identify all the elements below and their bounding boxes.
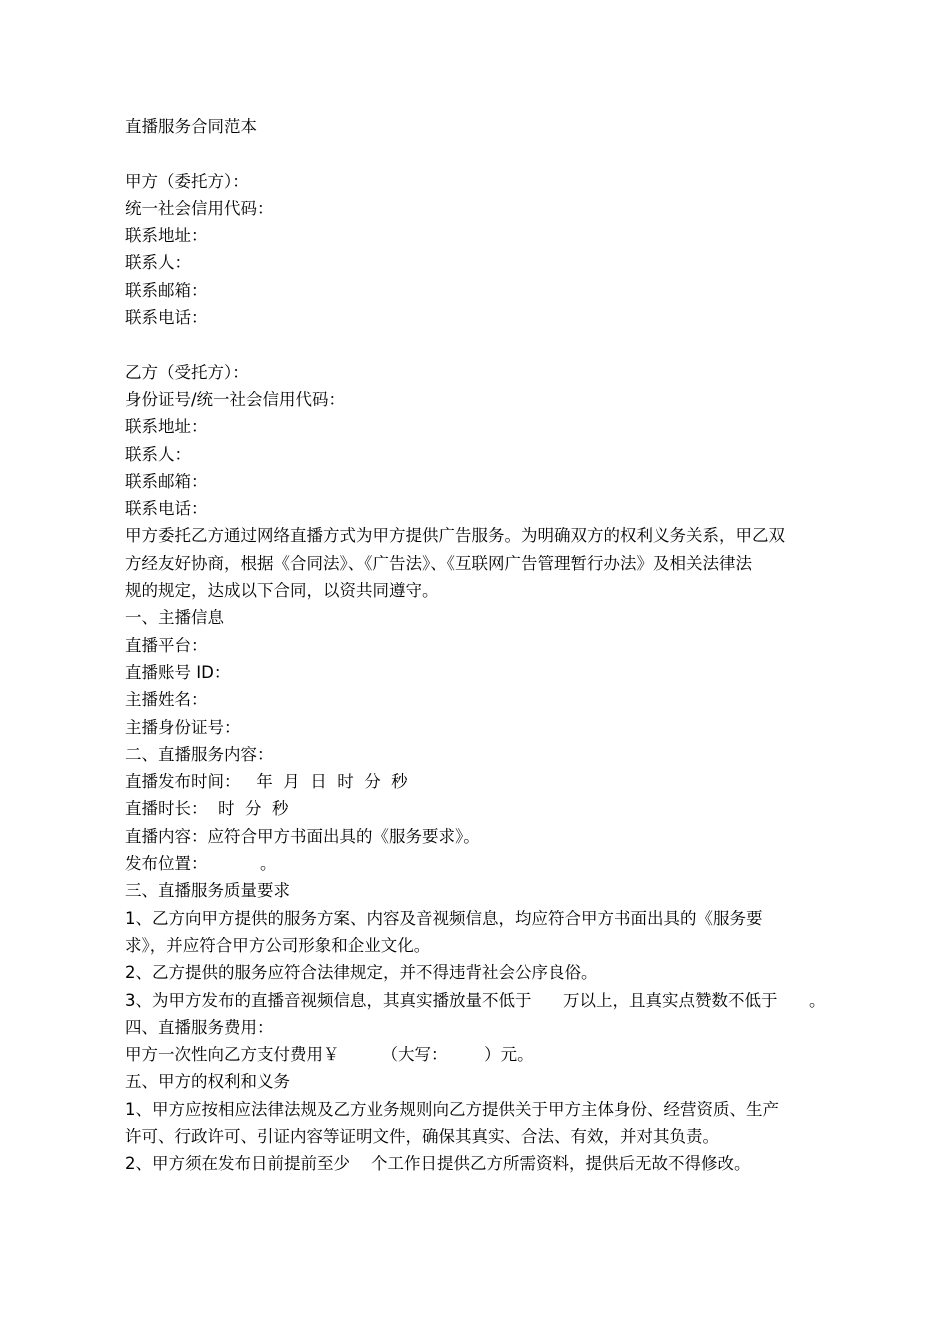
section3-item3-main: 3、为甲方发布的直播音视频信息，其真实播放量不低于 万以上，且真实点赞数不低于 (125, 990, 778, 1010)
party-a-credit-code: 统一社会信用代码： (125, 198, 274, 218)
preamble-line: 方经友好协商，根据《合同法》、《广告法》、《互联网广告管理暂行办法》及相关法律法 (125, 553, 752, 573)
section3-heading: 三、直播服务质量要求 (125, 881, 290, 901)
preamble-line: 规的规定，达成以下合同，以资共同遵守。 (125, 581, 439, 601)
section1-platform: 直播平台： (125, 635, 208, 655)
section5-item1-line2: 许可、行政许可、引证内容等证明文件，确保其真实、合法、有效，并对其负责。 (125, 1126, 719, 1146)
section1-anchor-name: 主播姓名： (125, 690, 208, 710)
section2-duration: 直播时长： 时 分 秒 (125, 799, 289, 819)
spacer (125, 331, 865, 358)
party-a-heading: 甲方（委托方）： (125, 171, 249, 191)
section3-item3-tail: 。 (777, 990, 826, 1010)
party-a-contact: 联系人： (125, 253, 191, 273)
section1-heading: 一、主播信息 (125, 608, 224, 628)
section3-item1-line1: 1、乙方向甲方提供的服务方案、内容及音视频信息，均应符合甲方书面出具的《服务要 (125, 908, 763, 928)
party-b-phone: 联系电话： (125, 499, 208, 519)
section3-item1-line2: 求》，并应符合甲方公司形象和企业文化。 (125, 935, 431, 955)
contract-document (125, 113, 865, 1178)
section5-item2: 2、甲方须在发布日前提前至少 个工作日提供乙方所需资料，提供后无故不得修改。 (125, 1154, 751, 1174)
spacer (125, 140, 865, 167)
party-b-id-code: 身份证号/统一社会信用代码： (125, 389, 346, 409)
section2-position: 发布位置： 。 (125, 854, 277, 874)
section5-item1-line1: 1、甲方应按相应法律法规及乙方业务规则向乙方提供关于甲方主体身份、经营资质、生产 (125, 1099, 779, 1119)
section5-heading: 五、甲方的权利和义务 (125, 1072, 290, 1092)
party-b-contact: 联系人： (125, 444, 191, 464)
party-b-heading: 乙方（受托方）： (125, 362, 249, 382)
party-b-address: 联系地址： (125, 417, 208, 437)
section2-publish-time: 直播发布时间： 年 月 日 时 分 秒 (125, 772, 408, 792)
section1-anchor-id: 主播身份证号： (125, 717, 241, 737)
section2-heading: 二、直播服务内容： (125, 744, 274, 764)
section2-content: 直播内容：应符合甲方书面出具的《服务要求》。 (125, 826, 480, 846)
section3-item3 (125, 987, 865, 1014)
preamble-line: 甲方委托乙方通过网络直播方式为甲方提供广告服务。为明确双方的权利义务关系，甲乙双 (125, 526, 785, 546)
party-a-email: 联系邮箱： (125, 280, 208, 300)
section4-fee: 甲方一次性向乙方支付费用￥ （大写： ）元。 (125, 1045, 534, 1065)
party-b-email: 联系邮箱： (125, 471, 208, 491)
party-a-phone: 联系电话： (125, 308, 208, 328)
party-a-address: 联系地址： (125, 226, 208, 246)
section3-item2: 2、乙方提供的服务应符合法律规定，并不得违背社会公序良俗。 (125, 963, 598, 983)
document-title: 直播服务合同范本 (125, 117, 257, 136)
section1-account-id: 直播账号 ID： (125, 662, 231, 682)
section4-heading: 四、直播服务费用： (125, 1017, 274, 1037)
